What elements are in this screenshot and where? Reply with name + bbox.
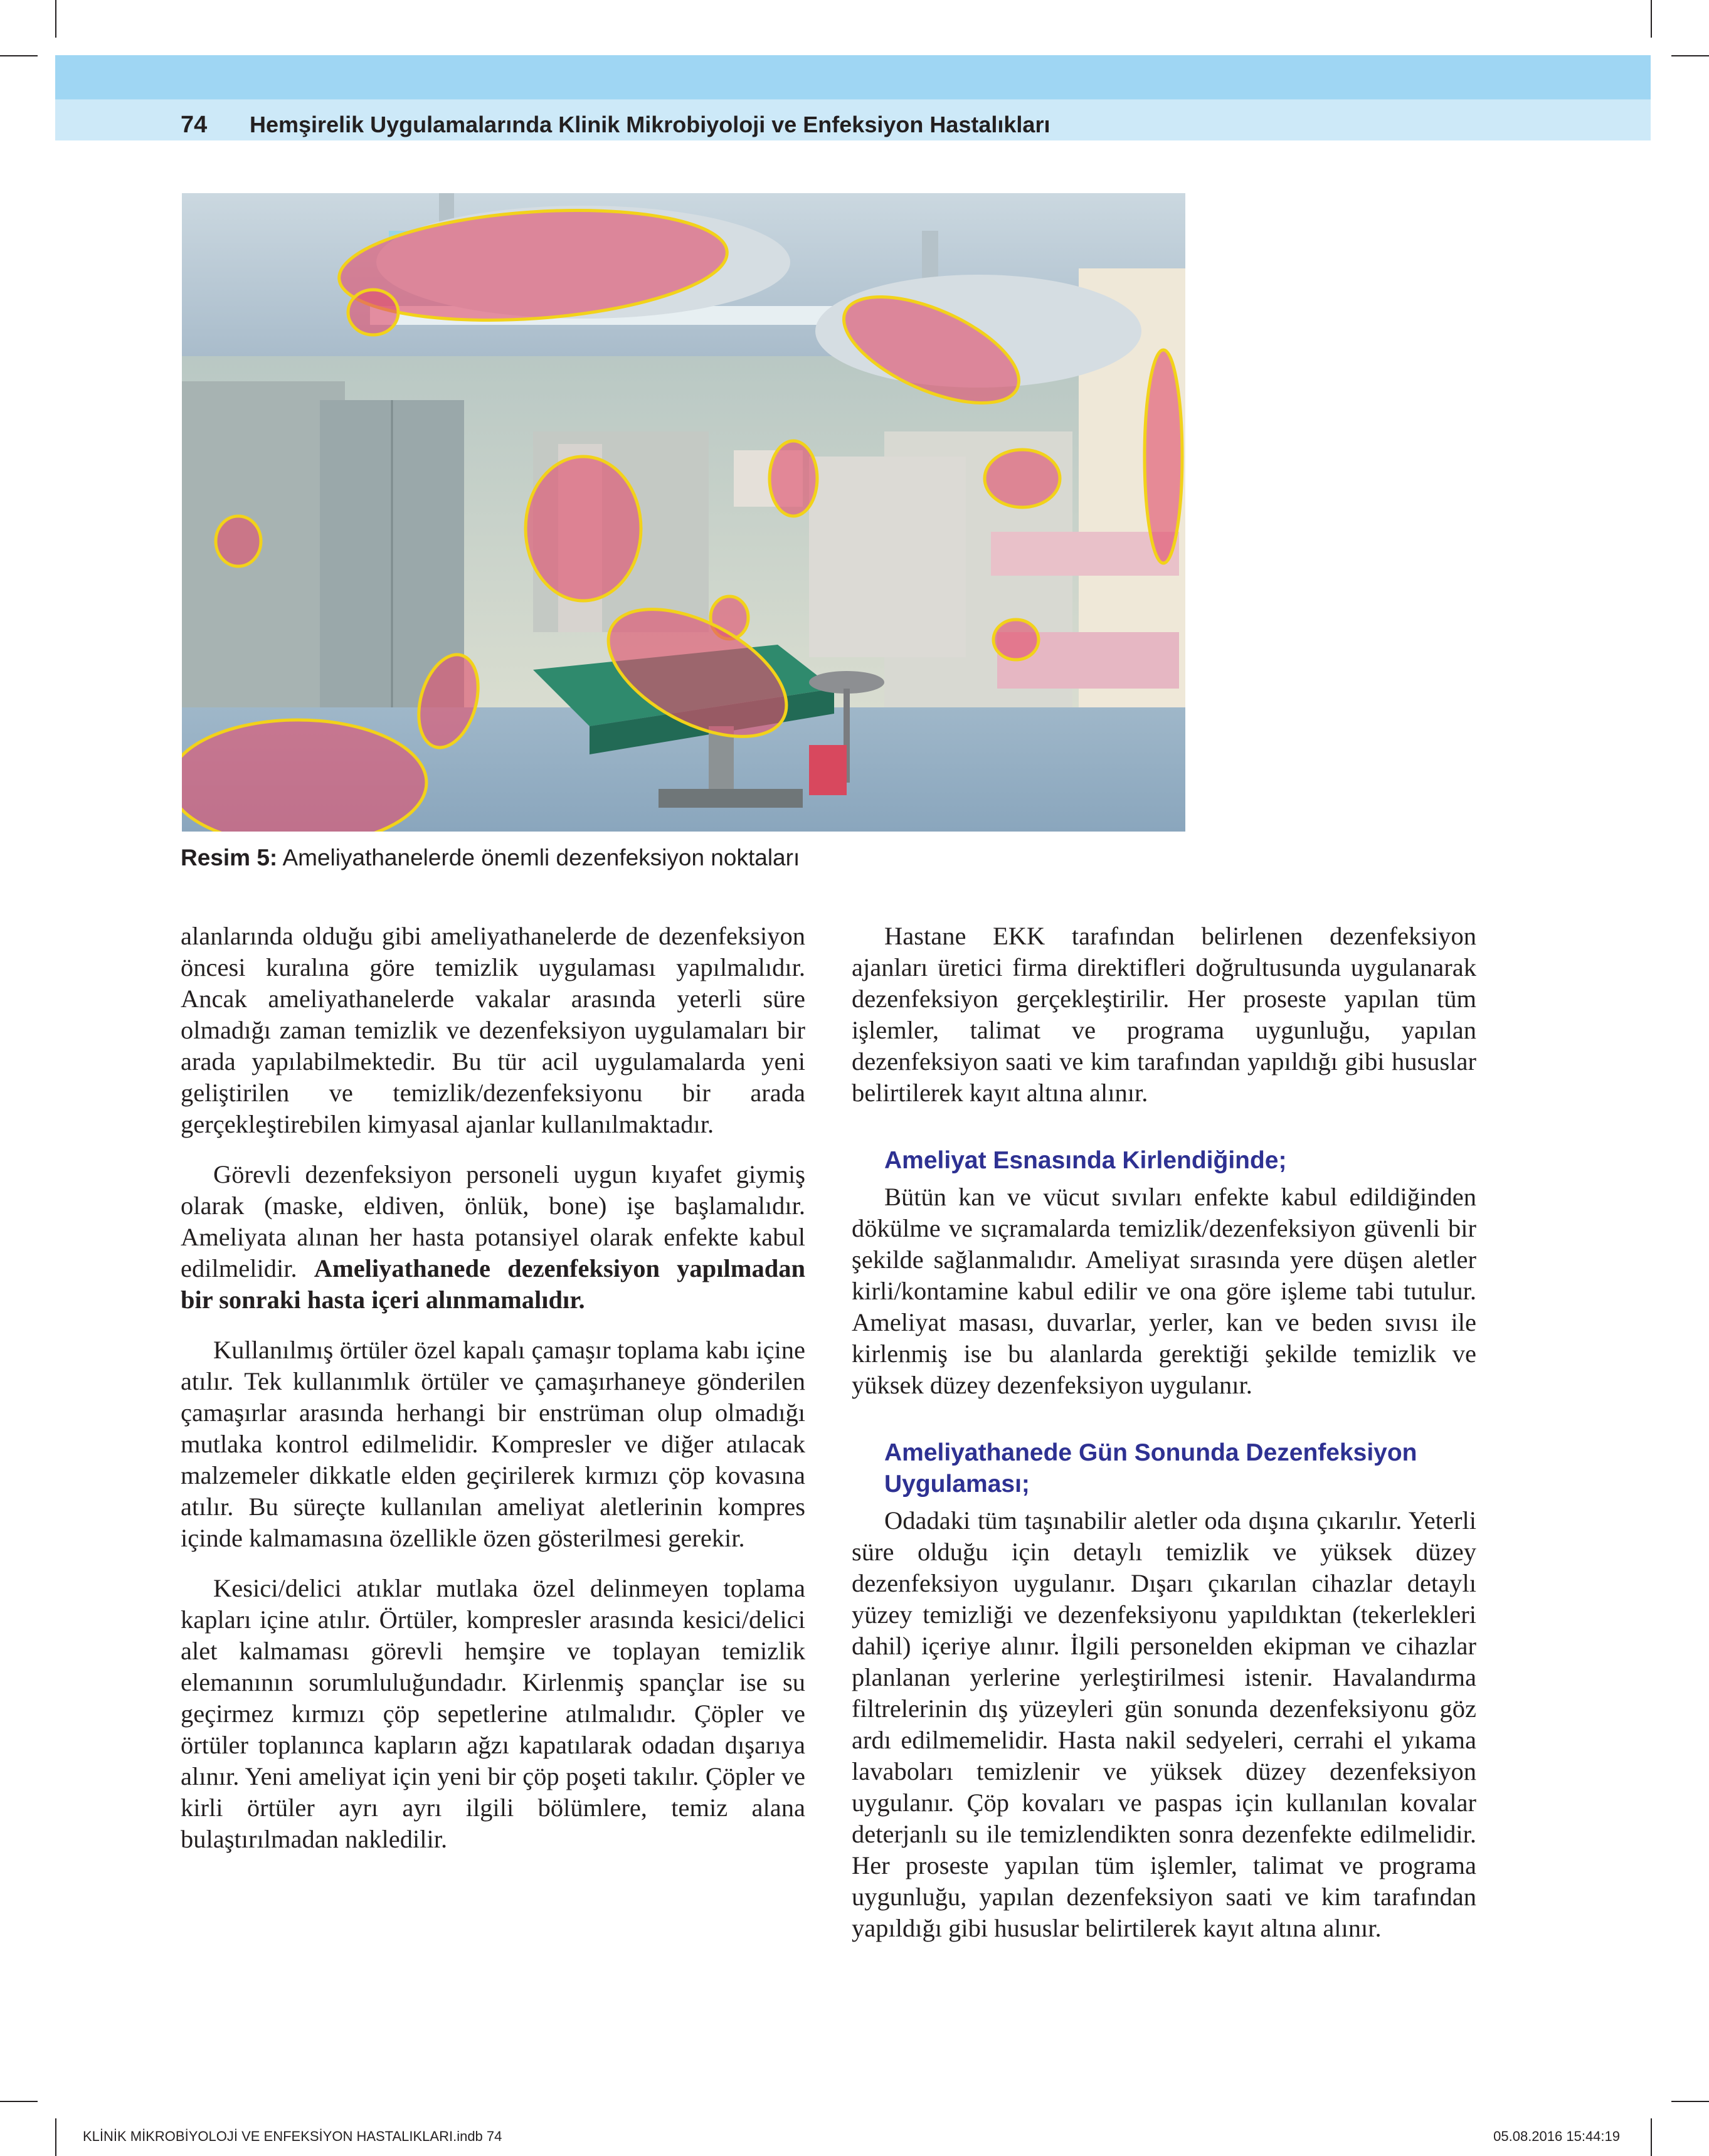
paragraph: Bütün kan ve vücut sıvıları enfekte kabul edildiğinden dökülme ve sıçramalarda temizlik/dezenfeksiyon güvenli bir şekilde sağlanmalıdır. Ameliyat sırasında yere düşen aletler kirli/kontamine kabul edilir ve ona göre işleme tabi tutulur. Ameliyat masası, duvarlar, yerler, kan ve beden sıvısı ile kirlenmiş ise bu alanlarda gerektiği şekilde temizlik ve yüksek düzey dezenfeksiyon uygulanır. (852, 1183, 1476, 1399)
running-title: Hemşirelik Uygulamalarında Klinik Mikrobiyoloji ve Enfeksiyon Hastalıkları (250, 112, 1050, 137)
left-column (181, 921, 805, 1855)
highlight-marker (993, 620, 1039, 660)
paragraph-text: Görevli dezenfeksiyon personeli uygun kıyafet giymiş olarak (maske, eldiven, önlük, bone) işe başlamalıdır. Ameliyata alınan her hasta potansiyel olarak enfekte kabul edilmelidir. (181, 1160, 805, 1282)
paragraph-emphasis: Ameliyathanede dezenfeksiyon yapılmadan bir sonraki hasta içeri alınmamalıdır. (181, 1254, 805, 1314)
paragraph: Odadaki tüm taşınabilir aletler oda dışına çıkarılır. Yeterli süre olduğu için detaylı temizlik ve yüksek düzey dezenfeksiyon uygulanır. Dışarı çıkarılan cihazlar detaylı yüzey temizliği ve dezenfeksiyonu yapıldıktan (tekerlekleri dahil) içeriye alınır. İlgili personelden ekipman ve cihazlar planlanan yerlerine yerleştirilmesi istenir. Havalandırma filtrelerinin dış yüzeyleri gün sonunda dezenfeksiyonu göz ardı edilmemelidir. Hasta nakil sedyeleri, cerrahi el yıkama lavaboları temizlenir ve yüksek düzey dezenfeksiyon uygulanır. Çöp kovaları ve paspas için kullanılan kovalar deterjanlı su ile temizlendikten sonra dezenfekte edilmelidir. Her proseste yapılan tüm işlemler, talimat ve programa uygunluğu, yapılan dezenfeksiyon saati ve kim tarafından yapıldığı gibi hususlar belirtilerek kayıt altına alınır. (852, 1506, 1476, 1942)
footer-file-name: KLİNİK MİKROBİYOLOJİ VE ENFEKSİYON HASTALIKLARI.indb 74 (83, 2128, 502, 2144)
paragraph (181, 1159, 805, 1316)
caption-label: Resim 5: (181, 845, 278, 870)
crop-mark (1651, 2118, 1652, 2156)
crop-mark (55, 2118, 56, 2156)
crop-mark (55, 0, 56, 38)
operating-room-photo (182, 193, 1185, 832)
highlight-marker (216, 516, 261, 566)
highlight-marker (770, 441, 817, 516)
paragraph: alanlarında olduğu gibi ameliyathanelerde de dezenfeksiyon öncesi kuralına göre temizlik uygulaması yapılmalıdır. Ancak ameliyathanelerde vakalar arasında yeterli süre olmadığı zaman temizlik ve dezenfeksiyon uygulamaları bir arada yapılabilmektedir. Bu tür acil uygulamalarda yeni geliştirilen ve temizlik/dezenfeksiyonu bir arada gerçekleştirebilen kimyasal ajanlar kullanılmaktadır. (181, 922, 805, 1138)
right-column (852, 921, 1476, 1944)
crop-mark (1671, 2101, 1709, 2102)
figure-caption (181, 845, 800, 871)
crop-mark (0, 55, 38, 56)
highlight-marker (526, 457, 641, 601)
paragraph: Kullanılmış örtüler özel kapalı çamaşır toplama kabı içine atılır. Tek kullanımlık örtüler ve çamaşırhaneye gönderilen çamaşırlar arasında herhangi bir enstrüman olup olmadığı mutlaka kontrol edilmelidir. Kompresler ve diğer atılacak malzemeler dikkatle elden geçirilerek kırmızı çöp kovasına atılır. Bu süreçte kullanılan ameliyat aletlerinin kompres içinde kalmamasına özellikle özen gösterilmesi gerekir. (181, 1336, 805, 1552)
caption-text: Ameliyathanelerde önemli dezenfeksiyon noktaları (277, 845, 800, 870)
page-number: 74 (181, 112, 208, 138)
crop-mark (0, 2101, 38, 2102)
footer-timestamp: 05.08.2016 15:44:19 (1493, 2128, 1620, 2144)
paragraph: Kesici/delici atıklar mutlaka özel delinmeyen toplama kapları içine atılır. Örtüler, kompresler arasında kesici/delici alet kalmaması görevli hemşire ve toplayan temizlik elemanının sorumluluğundadır. Kirlenmiş spançlar ise su geçirmez kırmızı çöp sepetlerine atılmalıdır. Çöpler ve örtüler toplanınca kapların ağzı kapatılarak odadan dışarıya alınır. Yeni ameliyat için yeni bir çöp poşeti takılır. Çöpler ve kirli örtüler ayrı ayrı ilgili bölümlere, temiz alana bulaştırılmadan nakledilir. (181, 1574, 805, 1853)
highlight-marker (1145, 350, 1182, 563)
section-heading: Ameliyat Esnasında Kirlendiğinde; (884, 1147, 1287, 1174)
crop-mark (1671, 55, 1709, 56)
highlight-marker (348, 290, 398, 335)
highlight-marker (985, 450, 1060, 507)
crop-mark (1651, 0, 1652, 38)
paragraph: Hastane EKK tarafından belirlenen dezenfeksiyon ajanları üretici firma direktifleri doğrultusunda uygulanarak dezenfeksiyon gerçekleştirilir. Her proseste yapılan tüm işlemler, talimat ve programa uygunluğu, yapılan dezenfeksiyon saati ve kim tarafından yapıldığı gibi hususlar belirtilerek kayıt altına alınır. (852, 922, 1476, 1107)
section-heading: Ameliyathanede Gün Sonunda Dezenfeksiyon Uygulaması; (884, 1439, 1417, 1498)
